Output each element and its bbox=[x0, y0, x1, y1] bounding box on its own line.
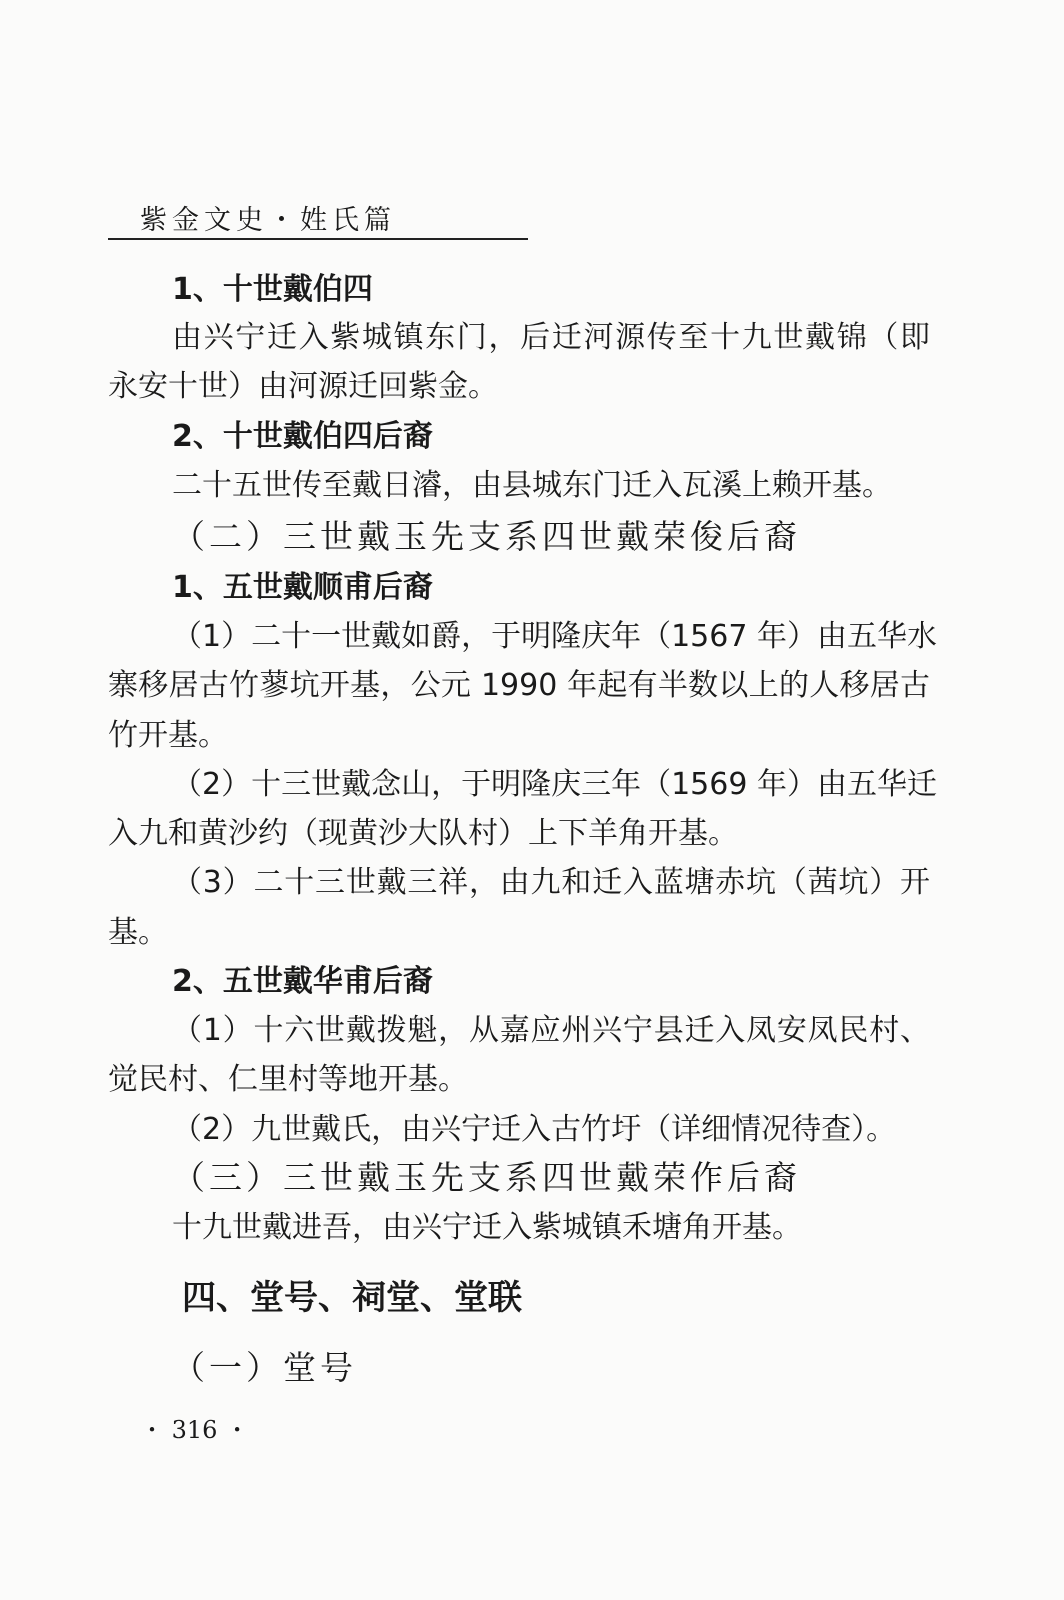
item-heading: 1、十世戴伯四 bbox=[172, 272, 373, 307]
header-rule bbox=[108, 238, 528, 240]
paragraph-line: （1）十六世戴拨魁，从嘉应州兴宁县迁入凤安凤民村、 bbox=[172, 1013, 930, 1048]
paragraph-line: 十九世戴进吾，由兴宁迁入紫城镇禾塘角开基。 bbox=[172, 1210, 802, 1245]
running-header: 紫金文史・姓氏篇 bbox=[140, 205, 396, 236]
item-heading: 2、五世戴华甫后裔 bbox=[172, 964, 433, 999]
paragraph-line: 竹开基。 bbox=[108, 718, 228, 753]
paragraph-line: 二十五世传至戴日濬，由县城东门迁入瓦溪上赖开基。 bbox=[172, 468, 892, 503]
paragraph-line: （2）九世戴氏，由兴宁迁入古竹圩（详细情况待查）。 bbox=[172, 1112, 897, 1147]
paragraph-line: 永安十世）由河源迁回紫金。 bbox=[108, 369, 498, 404]
paragraph-line: （1）二十一世戴如爵，于明隆庆年（1567 年）由五华水 bbox=[172, 619, 937, 654]
subsection-heading: （二）三世戴玉先支系四世戴荣俊后裔 bbox=[172, 517, 801, 556]
paragraph-line: 基。 bbox=[108, 915, 168, 950]
paragraph-line: （2）十三世戴念山，于明隆庆三年（1569 年）由五华迁 bbox=[172, 767, 937, 802]
paragraph-line: （3）二十三世戴三祥，由九和迁入蓝塘赤坑（茜坑）开 bbox=[172, 865, 930, 900]
section-heading: 四、堂号、祠堂、堂联 bbox=[182, 1278, 522, 1318]
item-heading: 1、五世戴顺甫后裔 bbox=[172, 570, 433, 605]
subsection-heading: （一）堂号 bbox=[172, 1348, 357, 1387]
paragraph-line: 由兴宁迁入紫城镇东门，后迁河源传至十九世戴锦（即 bbox=[172, 320, 930, 355]
paragraph-line: 入九和黄沙约（现黄沙大队村）上下羊角开基。 bbox=[108, 816, 738, 851]
paragraph-line: 寨移居古竹蓼坑开基，公元 1990 年起有半数以上的人移居古 bbox=[108, 668, 930, 703]
subsection-heading: （三）三世戴玉先支系四世戴荣作后裔 bbox=[172, 1158, 801, 1197]
paragraph-line: 觉民村、仁里村等地开基。 bbox=[108, 1062, 468, 1097]
page-number: ・ 316 ・ bbox=[140, 1416, 250, 1444]
item-heading: 2、十世戴伯四后裔 bbox=[172, 419, 433, 454]
